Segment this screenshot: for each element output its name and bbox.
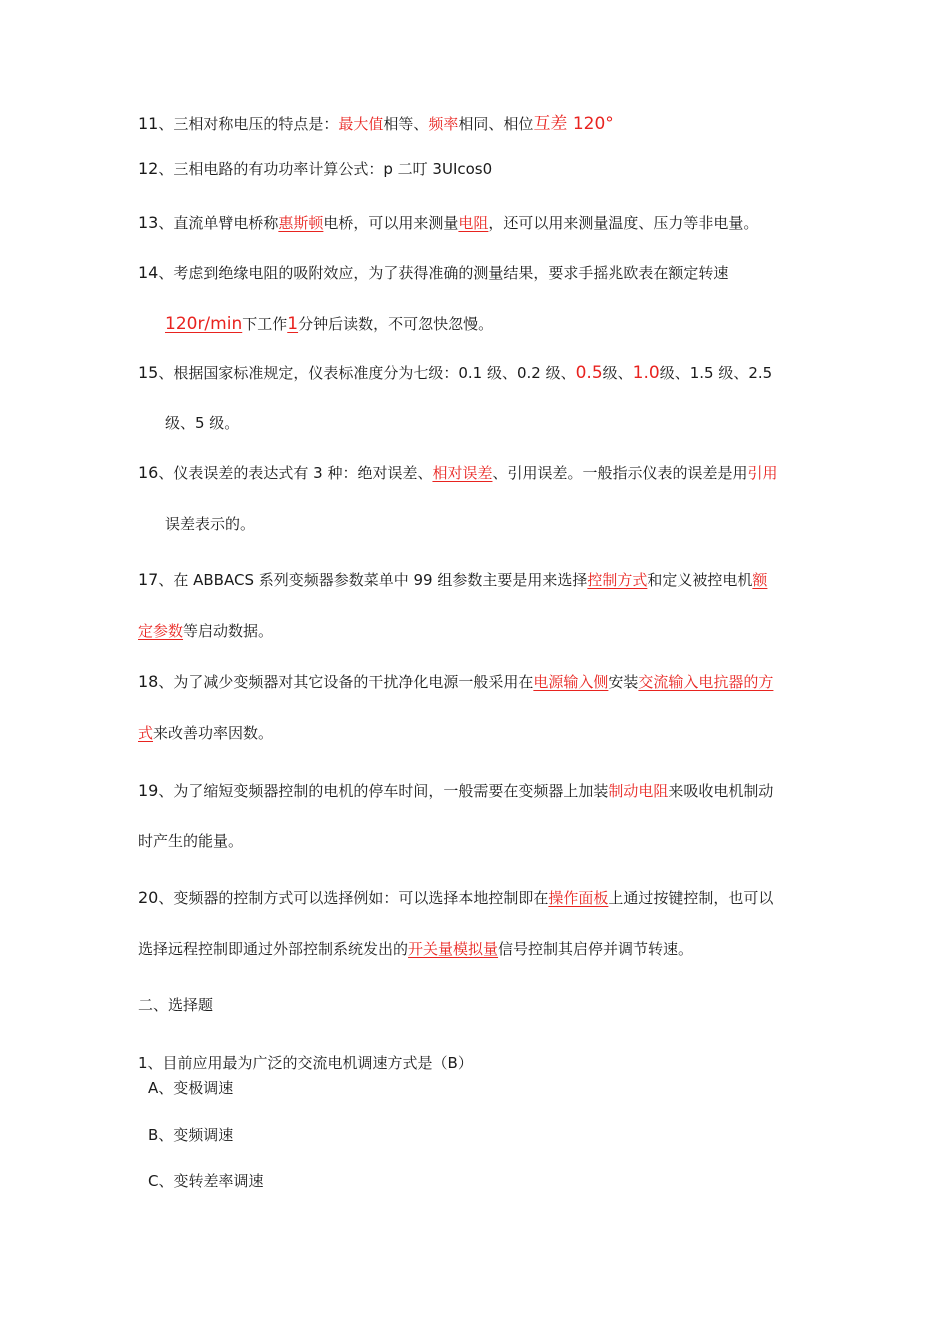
answer: 相对误差 bbox=[432, 464, 493, 482]
question-19-line1: 19、为了缩短变频器控制的电机的停车时间，一般需要在变频器上加装制动电阻来吸收电机制动 bbox=[138, 781, 774, 800]
answer: 最大值 bbox=[338, 115, 384, 133]
question-15-line2: 级、5 级。 bbox=[165, 414, 240, 432]
question-16-line1: 16、仪表误差的表达式有 3 种：绝对误差、相对误差、引用误差。一般指示仪表的误差是用引用 bbox=[138, 463, 778, 482]
mc-question-1: 1、目前应用最为广泛的交流电机调速方式是（B） bbox=[138, 1054, 473, 1072]
question-17-line2: 定参数等启动数据。 bbox=[138, 622, 274, 640]
question-14-line2: 120r/min下工作1分钟后读数，不可忽快忽慢。 bbox=[165, 314, 494, 334]
answer: 制动电阻 bbox=[608, 782, 669, 800]
answer: 交流输入电抗器的方 bbox=[638, 673, 774, 691]
question-13: 13、直流单臂电桥称惠斯顿电桥，可以用来测量电阻，还可以用来测量温度、压力等非电量。 bbox=[138, 213, 759, 232]
answer: 控制方式 bbox=[587, 571, 648, 589]
answer: 120r/min bbox=[165, 314, 243, 334]
answer: 式 bbox=[138, 724, 154, 742]
answer: 开关量模拟量 bbox=[408, 940, 499, 958]
option-a: A、变极调速 bbox=[148, 1079, 234, 1097]
question-17-line1: 17、在 ABBACS 系列变频器参数菜单中 99 组参数主要是用来选择控制方式和定义被控电机额 bbox=[138, 570, 768, 589]
question-18-line2: 式来改善功率因数。 bbox=[138, 724, 274, 742]
option-c: C、变转差率调速 bbox=[148, 1172, 264, 1190]
question-16-line2: 误差表示的。 bbox=[165, 515, 256, 533]
answer: 1 bbox=[287, 314, 299, 334]
question-20-line1: 20、变频器的控制方式可以选择例如：可以选择本地控制即在操作面板上通过按键控制，也可以 bbox=[138, 888, 774, 907]
answer: 引用 bbox=[747, 464, 778, 482]
answer: 操作面板 bbox=[548, 889, 609, 907]
question-18-line1: 18、为了减少变频器对其它设备的干扰净化电源一般采用在电源输入侧安装交流输入电抗器的方 bbox=[138, 672, 774, 691]
question-15-line1: 15、根据国家标准规定，仪表标准度分为七级：0.1 级、0.2 级、0.5级、1.0级、1.5 级、2.5 bbox=[138, 363, 773, 383]
question-19-line2: 时产生的能量。 bbox=[138, 832, 244, 850]
answer: 频率 bbox=[428, 115, 459, 133]
option-b: B、变频调速 bbox=[148, 1126, 234, 1144]
question-14-line1: 14、考虑到绝缘电阻的吸附效应，为了获得准确的测量结果，要求手摇兆欧表在额定转速 bbox=[138, 263, 729, 282]
answer: 电阻 bbox=[458, 214, 489, 232]
question-12: 12、三相电路的有功功率计算公式：p 二叮 3UIcos0 bbox=[138, 159, 493, 178]
question-20-line2: 选择远程控制即通过外部控制系统发出的开关量模拟量信号控制其启停并调节转速。 bbox=[138, 940, 694, 958]
answer: 额 bbox=[752, 571, 768, 589]
answer: 惠斯顿 bbox=[278, 214, 324, 232]
section-title: 二、选择题 bbox=[138, 996, 214, 1014]
answer: 0.5 bbox=[575, 363, 603, 383]
answer: 电源输入侧 bbox=[533, 673, 609, 691]
question-11: 11、三相对称电压的特点是：最大值相等、频率相同、相位互差 120° bbox=[138, 114, 614, 134]
answer: 定参数 bbox=[138, 622, 184, 640]
answer: 互差 120° bbox=[533, 114, 614, 134]
answer: 1.0 bbox=[632, 363, 660, 383]
